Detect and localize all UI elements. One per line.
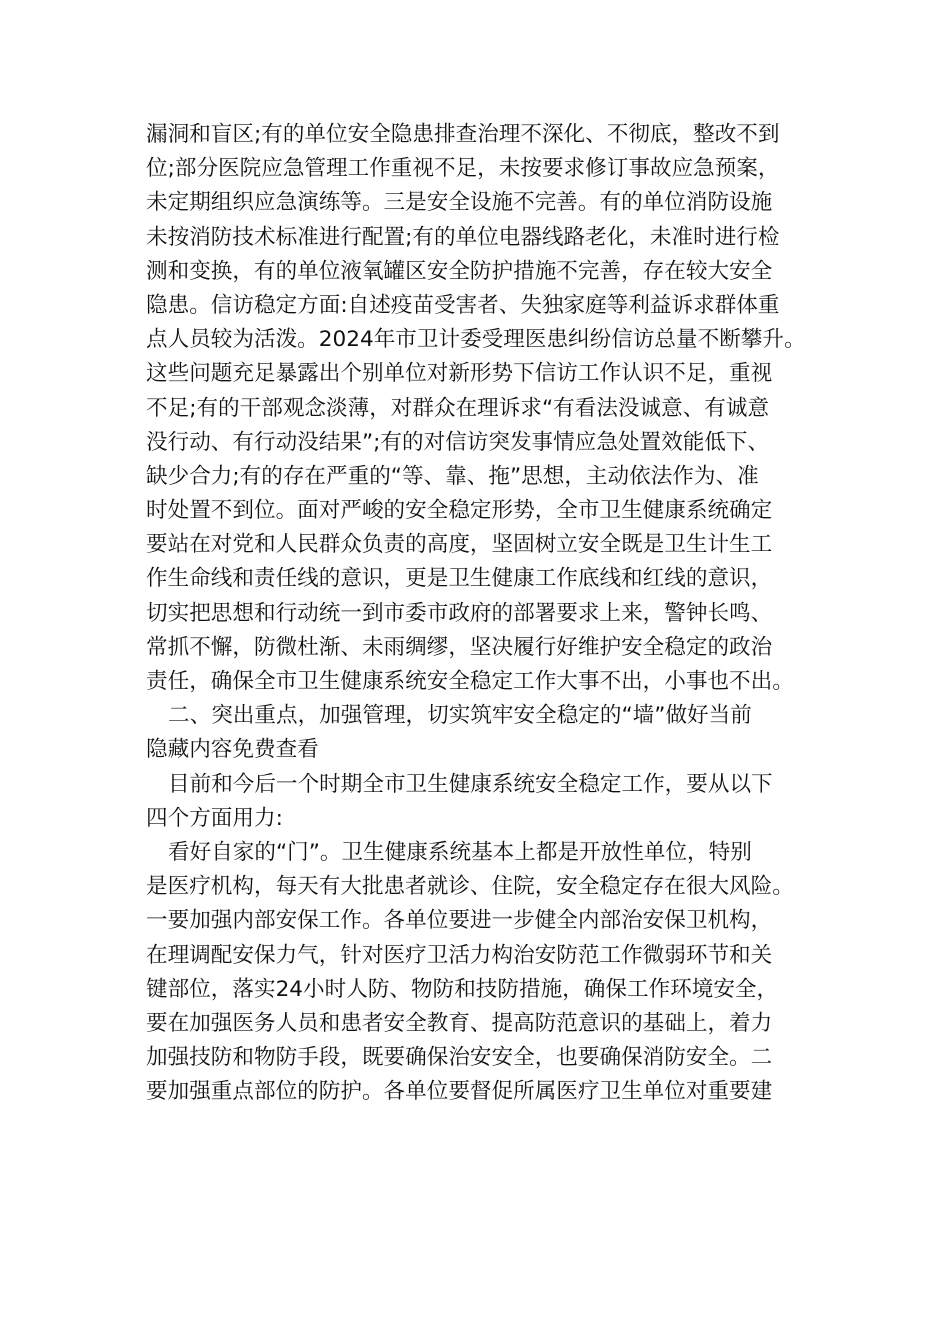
text-line: 点人员较为活泼。2024年市卫计委受理医患纠纷信访总量不断攀升。 [146,327,806,353]
text-line: 测和变换，有的单位液氧罐区安全防护措施不完善，存在较大安全 [146,258,773,284]
text-line: 位;部分医院应急管理工作重视不足，未按要求修订事故应急预案， [146,156,780,182]
text-line: 要在加强医务人员和患者安全教育、提高防范意识的基础上，着力 [146,1010,773,1036]
text-line: 常抓不懈，防微杜渐、未雨绸缪，坚决履行好维护安全稳定的政治 [146,634,773,660]
text-line: 看好自家的“门”。卫生健康系统基本上都是开放性单位，特别 [168,839,752,865]
text-line: 目前和今后一个时期全市卫生健康系统安全稳定工作，要从以下 [168,771,773,797]
text-line: 责任，确保全市卫生健康系统安全稳定工作大事不出，小事也不出。 [146,669,794,694]
text-line: 时处置不到位。面对严峻的安全稳定形势，全市卫生健康系统确定 [146,498,773,524]
text-line: 键部位，落实24小时人防、物防和技防措施，确保工作环境安全， [146,976,779,1002]
text-line: 这些问题充足暴露出个别单位对新形势下信访工作认识不足，重视 [146,361,773,387]
text-line: 加强技防和物防手段，既要确保治安安全，也要确保消防安全。二 [146,1045,773,1071]
text-line: 要站在对党和人民群众负责的高度，坚固树立安全既是卫生计生工 [146,532,773,558]
document-body [146,118,808,1109]
text-line: 漏洞和盲区;有的单位安全隐患排查治理不深化、不彻底，整改不到 [146,122,780,147]
text-line: 切实把思想和行动统一到市委市政府的部署要求上来，警钟长鸣、 [146,600,773,626]
text-line: 四个方面用力: [146,805,283,831]
text-line: 是医疗机构，每天有大批患者就诊、住院，安全稳定存在很大风险。 [146,874,794,900]
text-line: 不足;有的干部观念淡薄，对群众在理诉求“有看法没诚意、有诚意 [146,395,770,421]
text-line: 作生命线和责任线的意识，更是卫生健康工作底线和红线的意识， [146,566,773,592]
text-line: 二、突出重点，加强管理，切实筑牢安全稳定的“墙”做好当前 [168,703,752,729]
text-line: 隐藏内容免费查看 [146,737,319,763]
text-line: 隐患。信访稳定方面:自述疫苗受害者、失独家庭等利益诉求群体重 [146,292,780,318]
text-line: 在理调配安保力气，针对医疗卫活力构治安防范工作微弱环节和关 [146,942,773,968]
text-line: 未定期组织应急演练等。三是安全设施不完善。有的单位消防设施 [146,190,773,216]
text-line: 要加强重点部位的防护。各单位要督促所属医疗卫生单位对重要建 [146,1079,773,1105]
text-line: 未按消防技术标准进行配置;有的单位电器线路老化，未准时进行检 [146,224,780,250]
text-line: 缺少合力;有的存在严重的“等、靠、拖”思想，主动依法作为、准 [146,463,759,489]
text-line: 没行动、有行动没结果”;有的对信访突发事情应急处置效能低下、 [146,429,770,455]
text-line: 一要加强内部安保工作。各单位要进一步健全内部治安保卫机构， [146,908,773,934]
